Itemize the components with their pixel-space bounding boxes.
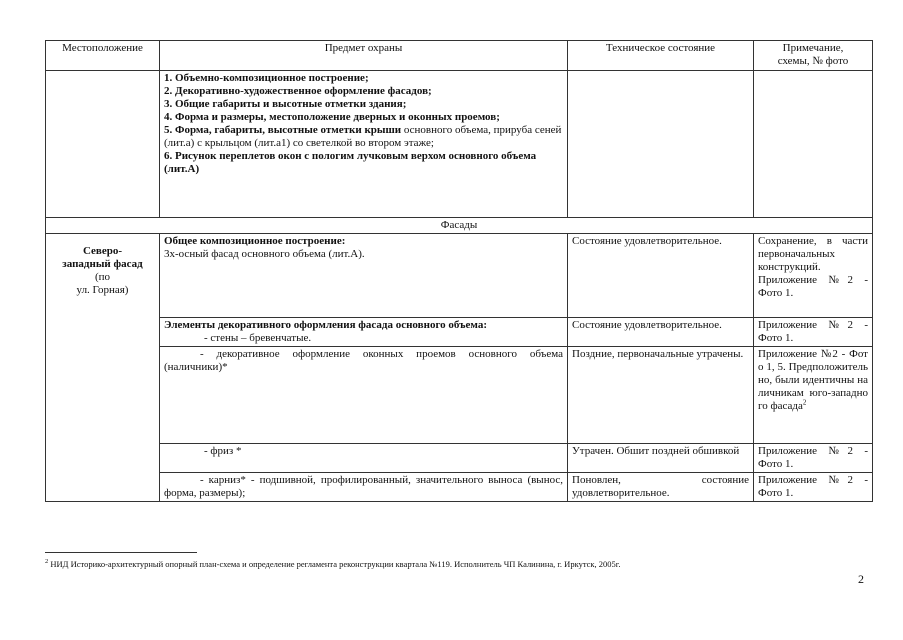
- note-cell: Приложение №2 - Фото 1.: [754, 444, 873, 473]
- general-item: 4. Форма и размеры, местоположение дверных и оконных проемов;: [164, 111, 500, 123]
- table-row: [46, 347, 873, 444]
- table-row: [46, 318, 873, 347]
- header-condition: Техническое состояние: [568, 41, 754, 71]
- subject-text: - фриз *: [204, 445, 242, 457]
- table-row: [46, 234, 873, 318]
- note-cell: Приложение №2 - Фото 1.: [754, 473, 873, 502]
- location-title-line2: западный фасад: [62, 258, 143, 270]
- section-title-row: [46, 218, 873, 234]
- table-row: [46, 444, 873, 473]
- general-item: 6. Рисунок переплетов окон с пологим лучковым верхом основного объема (лит.А): [164, 150, 537, 175]
- condition-cell: Состояние удовлетворительное.: [568, 234, 754, 318]
- general-item: 2. Декоративно-художественное оформление фасадов;: [164, 85, 432, 97]
- condition-cell: Утрачен. Обшит поздней обшивкой: [568, 444, 754, 473]
- subject-cell: [160, 234, 568, 318]
- page-number: 2: [858, 572, 864, 586]
- subject-cell: [160, 444, 568, 473]
- location-title-line1: Северо-: [82, 245, 123, 257]
- general-subject-cell: [160, 71, 568, 218]
- footnote-text: НИД Историко-архитектурный опорный план-схема и определение регламента реконструкции квартала №119. Исполнитель ЧП Калинина, г. Иркутск, 2005г.: [48, 558, 621, 569]
- general-item: 1. Объемно-композиционное построение;: [164, 72, 369, 84]
- condition-cell: Поздние, первоначальные утрачены.: [568, 347, 754, 444]
- header-location: Местоположение: [46, 41, 160, 71]
- subject-text: 3х-осный фасад основного объема (лит.А).: [164, 248, 365, 260]
- general-condition-cell: [568, 71, 754, 218]
- subject-cell: [160, 318, 568, 347]
- subject-cell: [160, 473, 568, 502]
- general-location-cell: [46, 71, 160, 218]
- condition-cell: Состояние удовлетворительное.: [568, 318, 754, 347]
- header-note-line1: Примечание,: [782, 42, 844, 54]
- subject-text: - декоративное оформление оконных проемов основного объема (наличники)*: [164, 348, 563, 373]
- protection-table: [45, 40, 873, 502]
- footnote-marker: 2: [45, 558, 49, 565]
- note-cell: Сохранение, в части первоначальных конструкций. Приложение №2 - Фото 1.: [754, 234, 873, 318]
- header-note: [754, 41, 873, 71]
- subject-heading: Элементы декоративного оформления фасада основного объема:: [164, 319, 488, 331]
- note-cell: Приложение №2 - Фото 1.: [754, 318, 873, 347]
- note-text: Приложение №2 - Фото 1, 5. Предположительно, были идентичны наличникам юго-западного фасада: [758, 348, 868, 412]
- location-street-line2: ул. Горная): [76, 284, 129, 296]
- location-street-line1: (по: [94, 271, 111, 283]
- general-note-cell: [754, 71, 873, 218]
- general-row: [46, 71, 873, 218]
- subject-text: - карниз* - подшивной, профилированный, значительного выноса (вынос, форма, размеры);: [164, 474, 563, 499]
- general-item: 5. Форма, габариты, высотные отметки крыши основного объема, прируба сеней (лит.а) с крыльцом (лит.а1) со светелкой во втором этаже;: [164, 124, 562, 149]
- section-title: Фасады: [46, 218, 873, 234]
- table-header-row: [46, 41, 873, 71]
- footnote: [45, 556, 875, 570]
- condition-cell: Поновлен, состояние удовлетворительное.: [568, 473, 754, 502]
- subject-heading: Общее композиционное построение:: [164, 235, 346, 247]
- subject-cell: [160, 347, 568, 444]
- general-item: 3. Общие габариты и высотные отметки здания;: [164, 98, 407, 110]
- header-subject: Предмет охраны: [160, 41, 568, 71]
- footnote-ref: 2: [802, 398, 807, 407]
- table-row: [46, 473, 873, 502]
- location-cell: [46, 234, 160, 502]
- note-cell: [754, 347, 873, 444]
- subject-text: - стены – бревенчатые.: [204, 332, 312, 344]
- footnote-divider: [45, 552, 197, 553]
- header-note-line2: схемы, № фото: [777, 55, 849, 67]
